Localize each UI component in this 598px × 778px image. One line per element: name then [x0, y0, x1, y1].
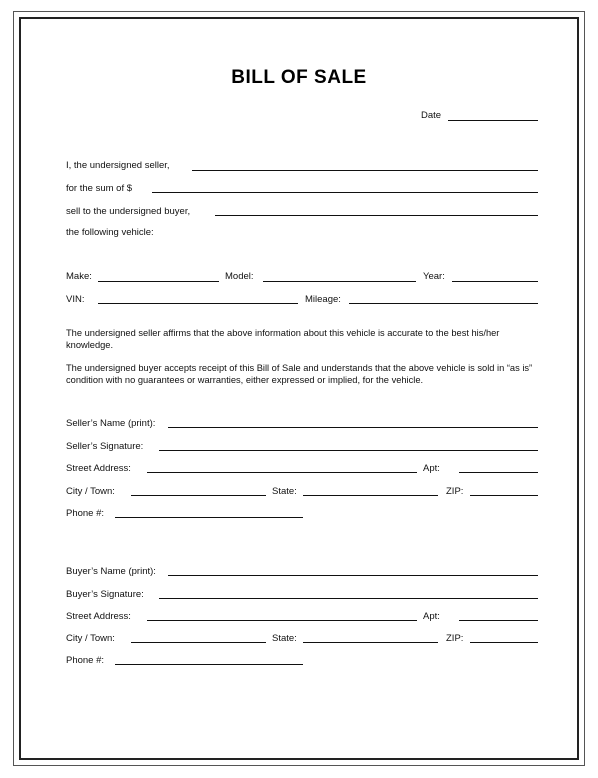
buyer-name-label: Buyer’s Name (print):: [66, 566, 156, 577]
mileage-label: Mileage:: [305, 294, 341, 305]
buyer-acceptance-text: The undersigned buyer accepts receipt of this Bill of Sale and understands that the above vehicle is sold in “as is” condition with no guarantees or warranties, either expressed or implied, for the vehicle.: [66, 363, 533, 385]
buyer-zip-label: ZIP:: [446, 633, 464, 644]
buyer-street-field[interactable]: [147, 620, 417, 621]
date-label: Date: [421, 110, 442, 121]
buyer-zip-field[interactable]: [470, 642, 538, 643]
seller-name-field[interactable]: [168, 427, 538, 428]
buyer-phone-field[interactable]: [115, 664, 303, 665]
buyer-city-field[interactable]: [131, 642, 266, 643]
seller-street-field[interactable]: [147, 472, 417, 473]
date-field[interactable]: [448, 120, 538, 121]
seller-apt-field[interactable]: [459, 472, 538, 473]
buyer-state-label: State:: [272, 633, 297, 644]
seller-city-field[interactable]: [131, 495, 266, 496]
seller-zip-field[interactable]: [470, 495, 538, 496]
seller-intro-name-field[interactable]: [192, 170, 538, 171]
buyer-signature-label: Buyer’s Signature:: [66, 589, 144, 600]
following-vehicle-label: the following vehicle:: [66, 227, 154, 238]
make-field[interactable]: [98, 281, 219, 282]
document-title: BILL OF SALE: [231, 67, 367, 88]
buyer-street-label: Street Address:: [66, 611, 131, 622]
seller-signature-field[interactable]: [159, 450, 538, 451]
seller-name-label: Seller’s Name (print):: [66, 418, 156, 429]
make-label: Make:: [66, 271, 92, 282]
buyer-phone-label: Phone #:: [66, 655, 105, 666]
sum-field[interactable]: [152, 192, 538, 193]
buyer-name-field[interactable]: [168, 575, 538, 576]
sum-of-label: for the sum of $: [66, 183, 133, 194]
vin-label: VIN:: [66, 294, 85, 305]
seller-street-label: Street Address:: [66, 463, 131, 474]
year-field[interactable]: [452, 281, 538, 282]
buyer-city-label: City / Town:: [66, 633, 115, 644]
seller-apt-label: Apt:: [423, 463, 440, 474]
vin-field[interactable]: [98, 303, 298, 304]
seller-affirmation-text: The undersigned seller affirms that the above information about this vehicle is accurate to the best his/her knowledge.: [66, 328, 500, 350]
seller-city-label: City / Town:: [66, 486, 115, 497]
undersigned-seller-label: I, the undersigned seller,: [66, 160, 170, 171]
inner-border: [19, 17, 579, 760]
buyer-intro-name-field[interactable]: [215, 215, 538, 216]
sell-to-label: sell to the undersigned buyer,: [66, 206, 191, 217]
buyer-state-field[interactable]: [303, 642, 438, 643]
seller-state-field[interactable]: [303, 495, 438, 496]
seller-phone-field[interactable]: [115, 517, 303, 518]
buyer-signature-field[interactable]: [159, 598, 538, 599]
model-label: Model:: [225, 271, 254, 282]
seller-zip-label: ZIP:: [446, 486, 464, 497]
model-field[interactable]: [263, 281, 416, 282]
mileage-field[interactable]: [349, 303, 538, 304]
seller-state-label: State:: [272, 486, 297, 497]
year-label: Year:: [423, 271, 445, 282]
buyer-apt-label: Apt:: [423, 611, 440, 622]
buyer-apt-field[interactable]: [459, 620, 538, 621]
seller-phone-label: Phone #:: [66, 508, 105, 519]
seller-signature-label: Seller’s Signature:: [66, 441, 144, 452]
